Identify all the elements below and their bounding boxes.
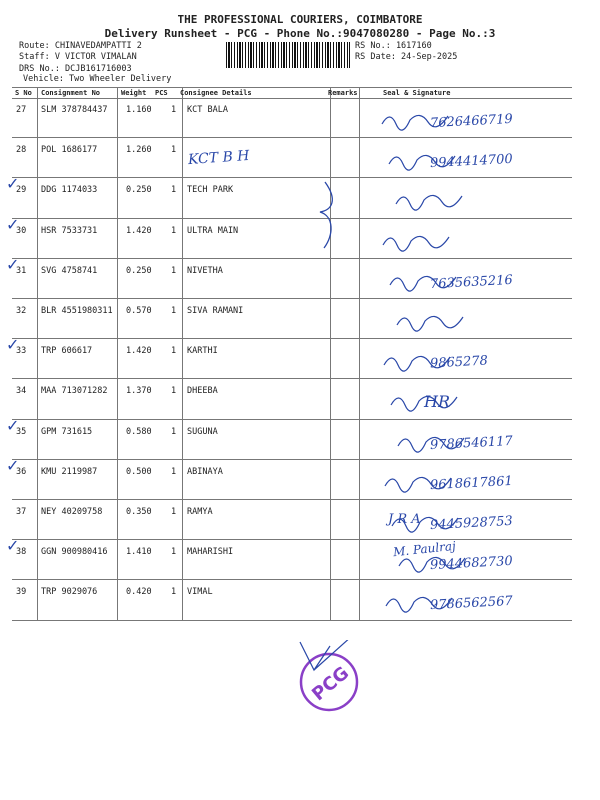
rs-date: RS Date: 24-Sep-2025: [355, 52, 458, 62]
row-divider: [12, 620, 572, 621]
consignee-cell: SIVA RAMANI: [187, 306, 244, 316]
col-header-signature: Seal & Signature: [383, 89, 451, 97]
company-title: THE PROFESSIONAL COURIERS, COIMBATORE: [177, 13, 423, 26]
consignment-cell: NEY 40209758: [41, 507, 103, 517]
consignee-cell: MAHARISHI: [187, 547, 234, 558]
signature-phone: 9865278: [429, 353, 489, 372]
table-row: [0, 214, 600, 259]
consignee-cell: VIMAL: [187, 587, 213, 598]
table-row: [0, 455, 600, 500]
consignee-cell: KARTHI: [187, 346, 218, 357]
consignment-cell: HSR 7533731: [41, 225, 98, 236]
weight-cell: 1.410: [126, 547, 152, 558]
table-row: [0, 138, 600, 178]
table-row: [0, 174, 600, 218]
signature-phone: 9786546117: [429, 433, 514, 453]
check-mark-icon: ✓: [6, 536, 20, 556]
sno-cell: 29: [16, 185, 27, 196]
sno-cell: 28: [16, 145, 27, 156]
table-row: [0, 500, 600, 540]
consignment-cell: DDG 1174033: [41, 185, 98, 196]
table-row: [0, 98, 600, 138]
sno-cell: 31: [16, 265, 27, 276]
pcs-cell: 1: [171, 507, 177, 517]
sno-cell: 35: [16, 426, 27, 437]
signature-scribble: [372, 307, 587, 337]
consignee-cell: SUGUNA: [187, 426, 218, 437]
consignment-cell: TRP 9029076: [41, 587, 98, 598]
pcs-cell: 1: [171, 466, 177, 477]
consignment-cell: TRP 606617: [41, 346, 93, 357]
table-row: [0, 335, 600, 379]
signature-phone: 7626466719: [429, 111, 514, 132]
stamp-text: PCG: [308, 662, 354, 706]
pcs-cell: 1: [171, 105, 177, 115]
consignee-cell: TECH PARK: [187, 185, 234, 196]
pcs-cell: 1: [171, 426, 177, 437]
handwritten-signer: M. Paulraj: [392, 538, 457, 560]
consignee-cell: ULTRA MAIN: [187, 225, 239, 236]
consignment-cell: GPM 731615: [41, 426, 93, 437]
table-row: [0, 379, 600, 419]
pcs-cell: 1: [171, 145, 177, 156]
pcs-cell: 1: [171, 185, 177, 196]
col-header-remarks: Remarks: [328, 89, 358, 97]
sno-cell: 39: [16, 587, 27, 598]
weight-cell: 1.260: [126, 145, 152, 156]
consignee-cell: NIVETHA: [187, 265, 223, 276]
consignment-cell: KMU 2119987: [41, 466, 98, 477]
pcs-cell: 1: [171, 547, 177, 558]
col-header-weight: Weight: [121, 89, 147, 97]
sno-cell: 38: [16, 547, 27, 558]
handwritten-note: KCT B H: [187, 147, 251, 169]
handwritten-initials: HR: [424, 392, 450, 411]
col-header-consignee: Consignee Details: [180, 89, 252, 97]
weight-cell: 0.580: [126, 426, 152, 437]
signature-phone: 9944414700: [429, 152, 514, 172]
consignment-cell: BLR 4551980311: [41, 306, 113, 316]
staff-label: Staff: V VICTOR VIMALAN: [19, 52, 137, 62]
sno-cell: 33: [16, 346, 27, 357]
signature-scribble: [372, 186, 587, 216]
rs-number: RS No.: 1617160: [355, 41, 432, 51]
consignment-cell: GGN 900980416: [41, 547, 108, 558]
check-mark-icon: ✓: [6, 335, 20, 355]
signature-phone: 9786562567: [429, 594, 514, 614]
weight-cell: 0.350: [126, 507, 152, 517]
weight-cell: 1.370: [126, 386, 152, 397]
pcs-cell: 1: [171, 587, 177, 598]
weight-cell: 0.250: [126, 265, 152, 276]
drs-label: DRS No.: DCJB161716003: [19, 64, 132, 74]
table-row: [0, 580, 600, 620]
pcs-cell: 1: [171, 346, 177, 357]
check-mark-icon: ✓: [6, 254, 20, 274]
pcs-cell: 1: [171, 225, 177, 236]
check-mark-icon: ✓: [6, 174, 20, 194]
weight-cell: 1.420: [126, 225, 152, 236]
col-header-pcs: PCS: [155, 89, 168, 97]
table-row: [0, 536, 600, 580]
sno-cell: 36: [16, 466, 27, 477]
check-mark-icon: ✓: [6, 214, 20, 234]
sno-cell: 30: [16, 225, 27, 236]
weight-cell: 1.420: [126, 346, 152, 357]
pcs-cell: 1: [171, 306, 177, 316]
check-mark-icon: ✓: [6, 415, 20, 435]
table-row: [0, 254, 600, 299]
weight-cell: 1.160: [126, 105, 152, 115]
weight-cell: 0.500: [126, 466, 152, 477]
sno-cell: 37: [16, 507, 27, 517]
barcode: [226, 42, 350, 68]
signature-scribble: [372, 387, 587, 417]
consignment-cell: SLM 378784437: [41, 105, 108, 115]
col-header-sno: S No: [15, 89, 32, 97]
consignee-cell: ABINAYA: [187, 466, 223, 477]
table-row: [0, 415, 600, 460]
weight-cell: 0.250: [126, 185, 152, 196]
consignee-cell: DHEEBA: [187, 386, 218, 397]
handwritten-brace: [310, 180, 340, 250]
signature-scribble: [372, 227, 587, 257]
consignment-cell: SVG 4758741: [41, 265, 98, 276]
check-mark-icon: ✓: [6, 455, 20, 475]
consignee-cell: RAMYA: [187, 507, 213, 517]
table-row: [0, 299, 600, 339]
signature-phone: 9944682730: [429, 554, 514, 574]
signature-phone: 7635635216: [429, 272, 514, 292]
weight-cell: 0.420: [126, 587, 152, 598]
weight-cell: 0.570: [126, 306, 152, 316]
vehicle-label: Vehicle: Two Wheeler Delivery: [23, 74, 172, 84]
delivery-stamp: [292, 640, 366, 714]
sno-cell: 34: [16, 386, 27, 397]
pcs-cell: 1: [171, 386, 177, 397]
consignment-cell: MAA 713071282: [41, 386, 108, 397]
signature-phone: 9618617861: [429, 473, 514, 493]
sno-cell: 32: [16, 306, 27, 316]
consignment-cell: POL 1686177: [41, 145, 98, 156]
table-top-line: [12, 87, 572, 88]
consignee-cell: KCT BALA: [187, 105, 228, 115]
handwritten-signer: J R A: [388, 512, 421, 527]
col-header-consignment: Consignment No: [41, 89, 101, 97]
route-label: Route: CHINAVEDAMPATTI 2: [19, 41, 142, 51]
runsheet-subtitle: Delivery Runsheet - PCG - Phone No.:9047080280 - Page No.:3: [104, 27, 496, 40]
pcs-cell: 1: [171, 265, 177, 276]
sno-cell: 27: [16, 105, 27, 115]
signature-phone: 9445928753: [429, 513, 514, 534]
